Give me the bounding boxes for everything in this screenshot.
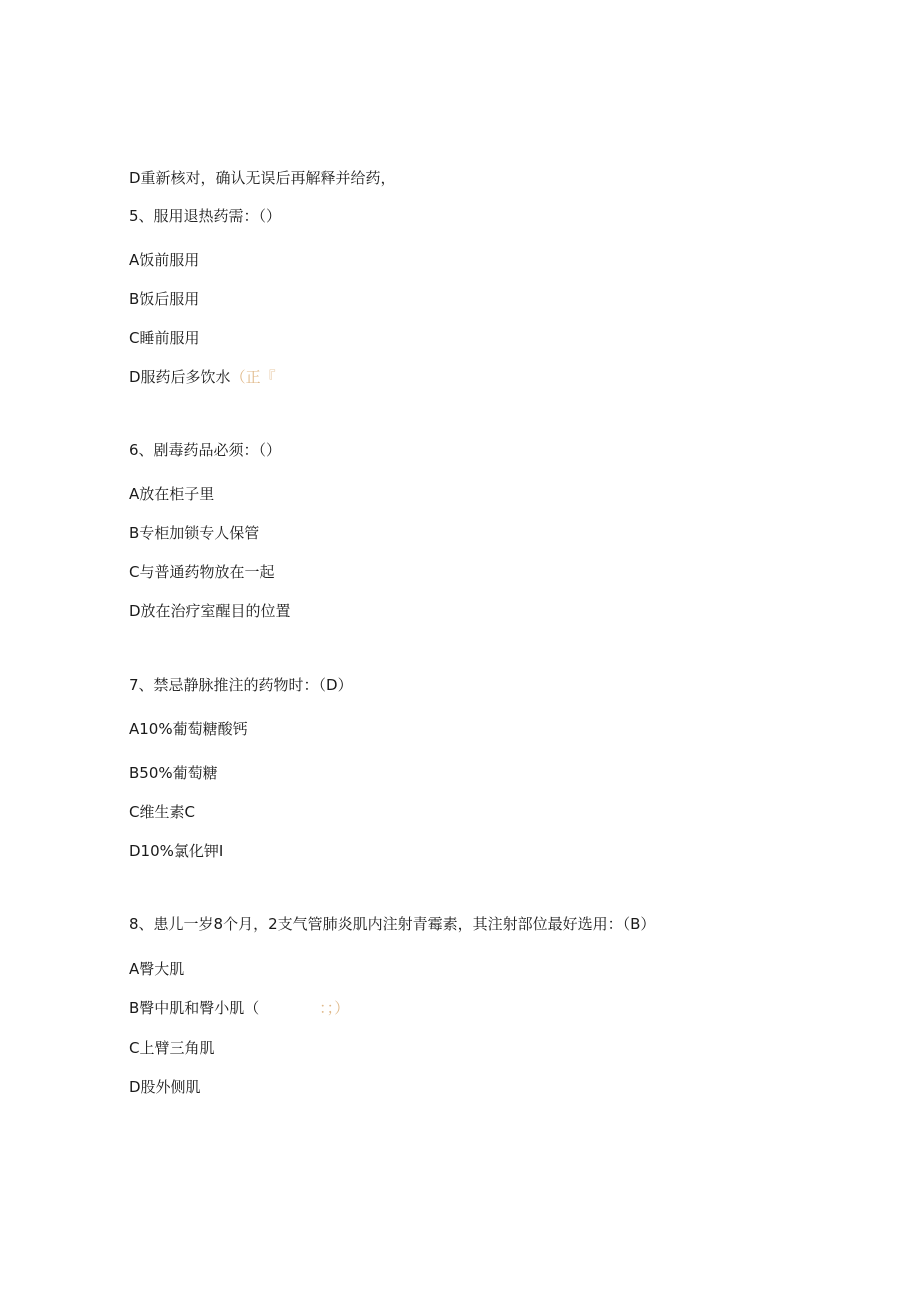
option-line: B臀中肌和臀小肌（ ：；） xyxy=(129,999,350,1017)
question-line: 5、服用退热药需：（） xyxy=(129,207,282,225)
option-line: D服药后多饮水（正『 xyxy=(129,368,276,386)
question-line: 8、患儿一岁8个月，2支气管肺炎肌内注射青霉素，其注射部位最好选用：（B） xyxy=(129,915,656,933)
option-line: C上臂三角肌 xyxy=(129,1039,215,1057)
option-line: A饭前服用 xyxy=(129,251,200,269)
option-line: C睡前服用 xyxy=(129,329,200,347)
option-line: D放在治疗室醒目的位置 xyxy=(129,602,291,620)
faded-annotation: ：；） xyxy=(319,999,350,1017)
option-line: D重新核对，确认无误后再解释并给药， xyxy=(129,169,396,187)
option-line: C维生素C xyxy=(129,803,195,821)
option-line: A放在柜子里 xyxy=(129,485,215,503)
option-line: A臀大肌 xyxy=(129,960,185,978)
option-line: B饭后服用 xyxy=(129,290,200,308)
option-line: A10%葡萄糖酸钙 xyxy=(129,720,248,738)
option-line: C与普通药物放在一起 xyxy=(129,563,275,581)
question-line: 7、禁忌静脉推注的药物时：（D） xyxy=(129,676,353,694)
faded-annotation: （正『 xyxy=(230,368,276,386)
option-line: D股外侧肌 xyxy=(129,1078,201,1096)
option-line: D10%氯化钾I xyxy=(129,842,224,860)
question-line: 6、剧毒药品必须：（） xyxy=(129,441,282,459)
option-line: B50%葡萄糖 xyxy=(129,764,218,782)
option-line: B专柜加锁专人保管 xyxy=(129,524,260,542)
